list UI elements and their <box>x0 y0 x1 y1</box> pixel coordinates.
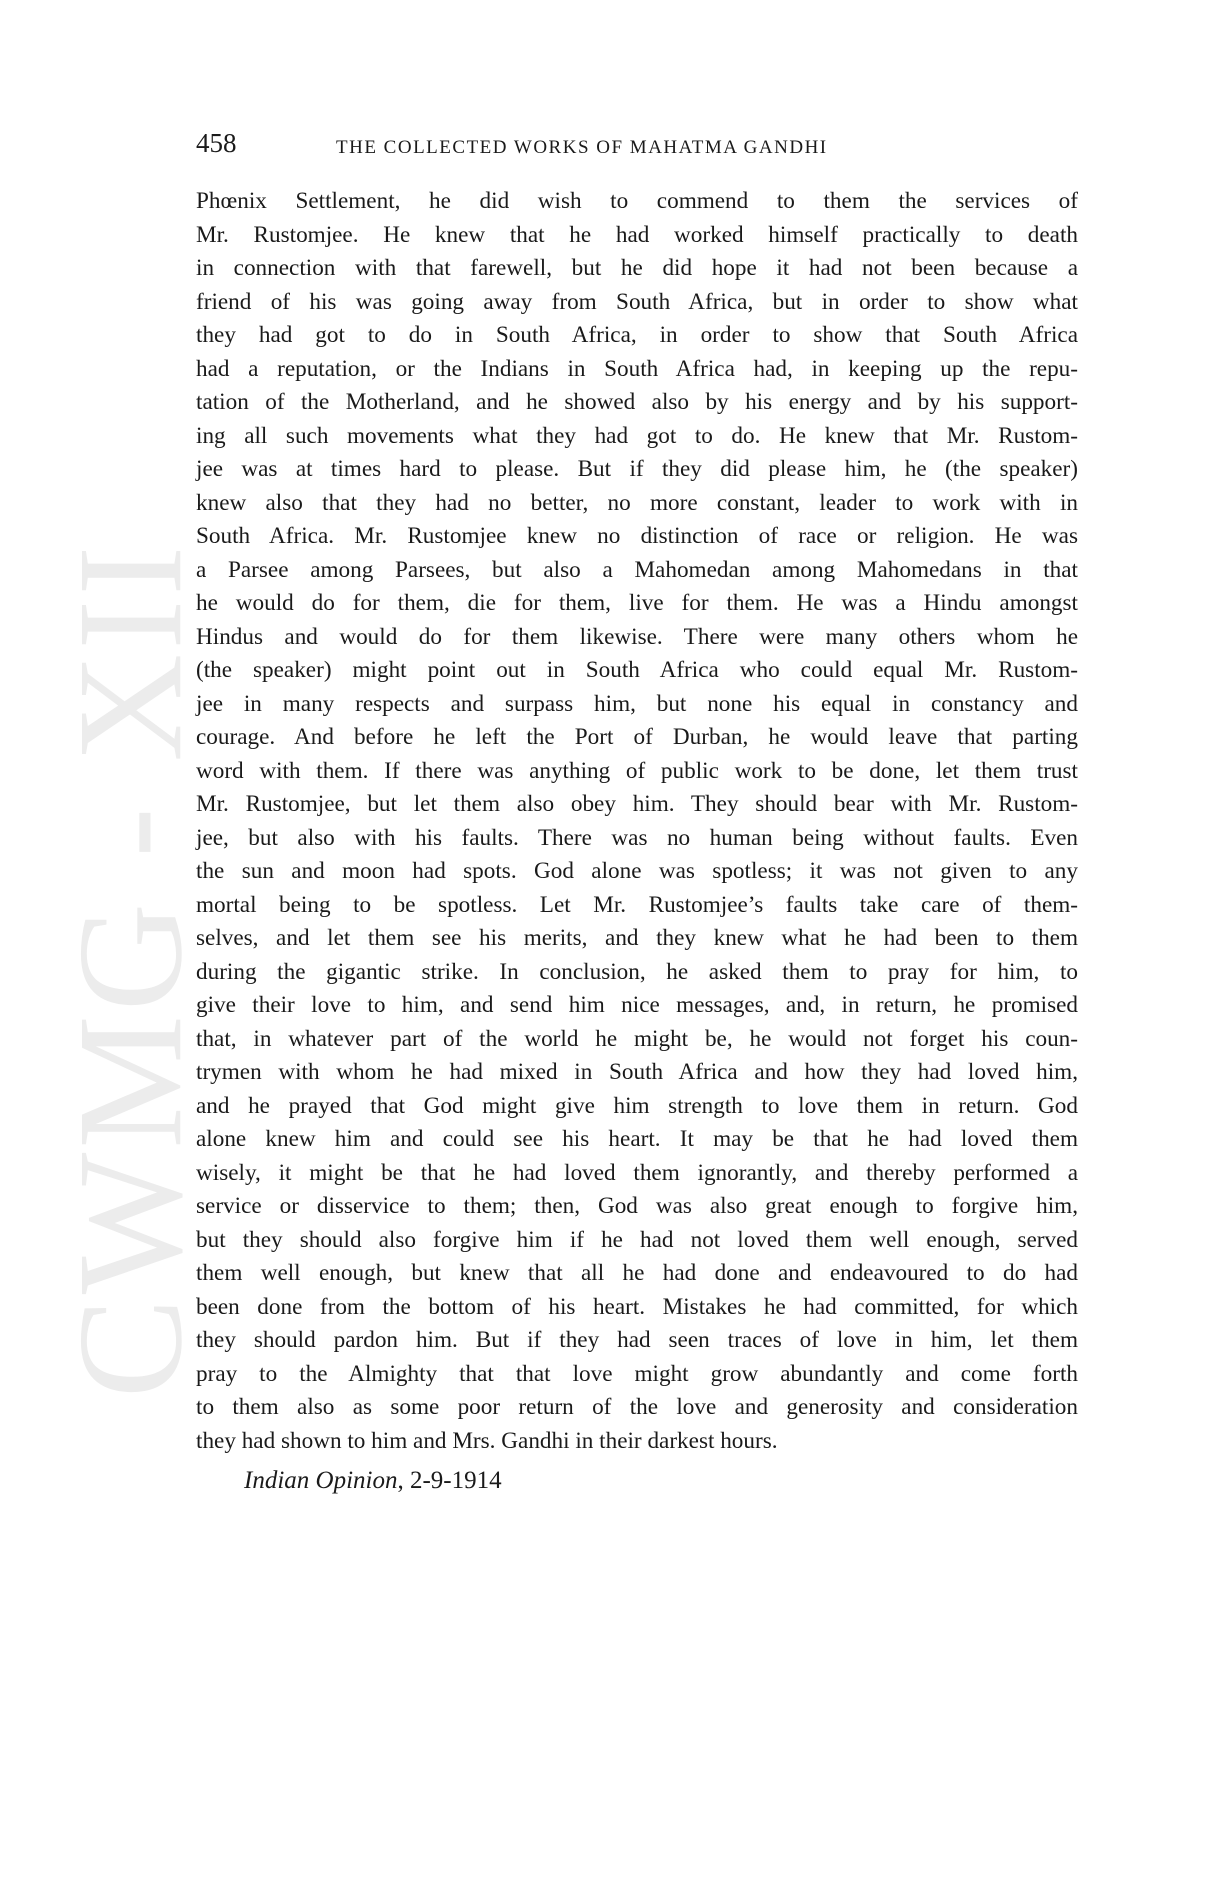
text-line: he would do for them, die for them, live for them. He was a Hindu amongst <box>196 590 1078 616</box>
text-line: and he prayed that God might give him strength to love them in return. God <box>196 1092 1078 1119</box>
text-line: alone knew him and could see his heart. It may be that he had loved them <box>196 1126 1078 1152</box>
text-line: Mr. Rustomjee, but let them also obey him. They should bear with Mr. Rustom- <box>196 791 1078 817</box>
citation-date: 2-9-1914 <box>409 1467 502 1494</box>
text-line: they had shown to him and Mrs. Gandhi in their darkest hours. <box>196 1427 778 1454</box>
text-line: knew also that they had no better, no more constant, leader to work with in <box>196 489 1078 516</box>
body-text <box>196 185 1078 1458</box>
running-title: THE COLLECTED WORKS OF MAHATMA GANDHI <box>336 137 828 158</box>
text-line: a Parsee among Parsees, but also a Mahomedan among Mahomedans in that <box>196 556 1078 583</box>
text-line: been done from the bottom of his heart. Mistakes he had committed, for which <box>196 1293 1078 1320</box>
text-line: Hindus and would do for them likewise. There were many others whom he <box>196 623 1078 650</box>
text-line: jee, but also with his faults. There was no human being without faults. Even <box>196 824 1078 851</box>
text-line: tation of the Motherland, and he showed also by his energy and by his support- <box>196 389 1078 415</box>
text-line: jee in many respects and surpass him, but none his equal in constancy and <box>196 690 1078 717</box>
text-line: they should pardon him. But if they had seen traces of love in him, let them <box>196 1327 1078 1353</box>
text-line: wisely, it might be that he had loved them ignorantly, and thereby performed a <box>196 1159 1078 1186</box>
text-line: the sun and moon had spots. God alone was spotless; it was not given to any <box>196 858 1078 884</box>
text-line: Mr. Rustomjee. He knew that he had worked himself practically to death <box>196 221 1078 248</box>
page-number: 458 <box>196 128 237 158</box>
citation <box>244 1467 502 1495</box>
text-line: during the gigantic strike. In conclusion, he asked them to pray for him, to <box>196 958 1078 985</box>
text-line: trymen with whom he had mixed in South Africa and how they had loved him, <box>196 1059 1078 1085</box>
text-line: that, in whatever part of the world he might be, he would not forget his coun- <box>196 1025 1078 1052</box>
text-line: courage. And before he left the Port of Durban, he would leave that parting <box>196 724 1078 750</box>
text-line: service or disservice to them; then, God was also great enough to forgive him, <box>196 1193 1078 1219</box>
watermark-text: CWMG - XII <box>47 541 214 1399</box>
text-line: in connection with that farewell, but he did hope it had not been because a <box>196 255 1078 281</box>
text-line: they had got to do in South Africa, in order to show that South Africa <box>196 322 1078 348</box>
page-header <box>196 128 1076 168</box>
text-line: give their love to him, and send him nice messages, and, in return, he promised <box>196 992 1078 1018</box>
text-line: South Africa. Mr. Rustomjee knew no distinction of race or religion. He was <box>196 523 1078 549</box>
text-line: pray to the Almighty that that love might grow abundantly and come forth <box>196 1360 1078 1387</box>
text-line: Phœnix Settlement, he did wish to commend to them the services of <box>196 188 1078 214</box>
text-line: them well enough, but knew that all he had done and endeavoured to do had <box>196 1260 1078 1286</box>
watermark <box>47 540 214 1400</box>
citation-separator: , <box>397 1467 410 1494</box>
text-line: ing all such movements what they had got to do. He knew that Mr. Rustom- <box>196 422 1078 449</box>
text-line: selves, and let them see his merits, and they knew what he had been to them <box>196 925 1078 951</box>
text-line: mortal being to be spotless. Let Mr. Rustomjee’s faults take care of them- <box>196 891 1078 918</box>
text-line: jee was at times hard to please. But if they did please him, he (the speaker) <box>196 456 1078 482</box>
text-line: but they should also forgive him if he had not loved them well enough, served <box>196 1226 1078 1253</box>
text-line: word with them. If there was anything of public work to be done, let them trust <box>196 757 1078 784</box>
text-line: (the speaker) might point out in South Africa who could equal Mr. Rustom- <box>196 657 1078 683</box>
text-line: had a reputation, or the Indians in South Africa had, in keeping up the repu- <box>196 355 1078 382</box>
text-line: friend of his was going away from South Africa, but in order to show what <box>196 288 1078 315</box>
text-line: to them also as some poor return of the love and generosity and consideration <box>196 1394 1078 1420</box>
citation-source: Indian Opinion <box>244 1467 398 1494</box>
